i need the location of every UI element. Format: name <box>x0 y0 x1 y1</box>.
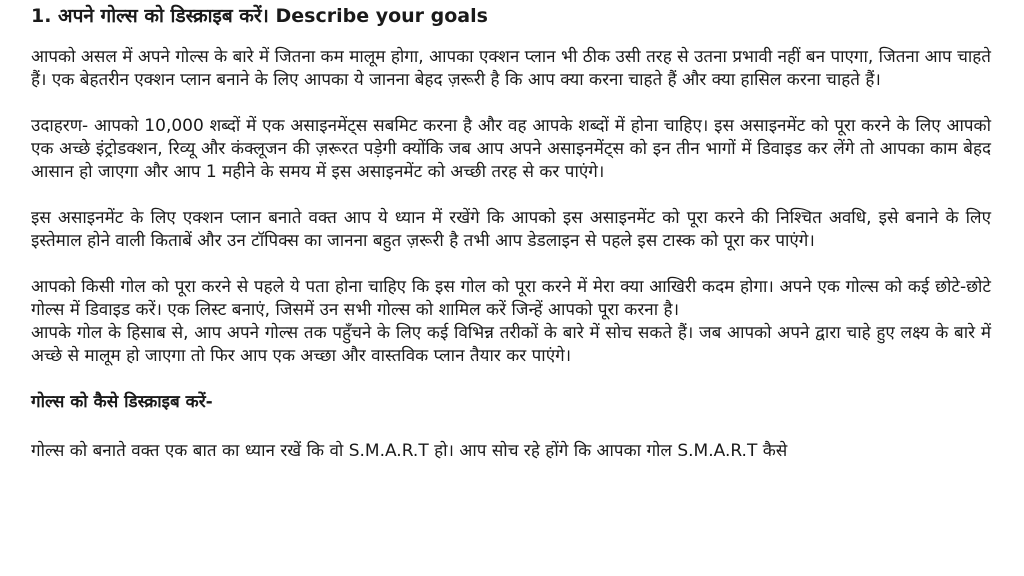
paragraph-example: उदाहरण- आपको 10,000 शब्दों में एक असाइनमेंट्स सबमिट करना है और वह आपके शब्दों में होना चाहिए। इस असाइनमेंट को पूरा करने के लिए आपको एक अच्छे इंट्रोडक्शन, रिव्यू और कंक्लूजन की ज़रूरत पड़ेगी क्योंकि जब आप अपने असाइनमेंट्स को इन तीन भागों में डिवाइड कर लेंगे तो आपका काम बेहद आसान हो जाएगा और आप 1 महीने के समय में इस असाइनमेंट को अच्छी तरह से कर पाएंगे। <box>31 116 991 182</box>
paragraph-approach: आपके गोल के हिसाब से, आप अपने गोल्स तक पहुँचने के लिए कई विभिन्न तरीकों के बारे में सोच सकते हैं। जब आपको अपने द्वारा चाहे हुए लक्ष्य के बारे में अच्छे से मालूम हो जाएगा तो फिर आप एक अच्छा और वास्तविक प्लान तैयार कर पाएंगे। <box>31 323 991 366</box>
section-heading: 1. अपने गोल्स को डिस्क्राइब करें। Describe your goals <box>31 5 488 27</box>
subheading-how-to-describe: गोल्स को कैसे डिस्क्राइब करें- <box>31 392 213 412</box>
article <box>31 4 991 463</box>
paragraph-smart: गोल्स को बनाते वक्त एक बात का ध्यान रखें कि वो S.M.A.R.T हो। आप सोच रहे होंगे कि आपका गोल S.M.A.R.T कैसे <box>31 441 788 461</box>
paragraph-intro: आपको असल में अपने गोल्स के बारे में जितना कम मालूम होगा, आपका एक्शन प्लान भी ठीक उसी तरह से उतना प्रभावी नहीं बन पाएगा, जितना आप चाहते हैं। एक बेहतरीन एक्शन प्लान बनाने के लिए आपका ये जानना बेहद ज़रूरी है कि आप क्या करना चाहते हैं और क्या हासिल करना चाहते हैं। <box>31 47 991 90</box>
paragraph-action-plan: इस असाइनमेंट के लिए एक्शन प्लान बनाते वक्त आप ये ध्यान में रखेंगे कि आपको इस असाइनमेंट को पूरा करने की निश्चित अवधि, इसे बनाने के लिए इस्तेमाल होने वाली किताबें और उन टॉपिक्स का जानना बहुत ज़रूरी है तभी आप डेडलाइन से पहले इस टास्क को पूरा कर पाएंगे। <box>31 208 991 251</box>
paragraph-final-step: आपको किसी गोल को पूरा करने से पहले ये पता होना चाहिए कि इस गोल को पूरा करने में मेरा क्या आखिरी कदम होगा। अपने एक गोल्स को कई छोटे-छोटे गोल्स में डिवाइड करें। एक लिस्ट बनाएं, जिसमें उन सभी गोल्स को शामिल करें जिन्हें आपको पूरा करना है। <box>31 277 991 320</box>
